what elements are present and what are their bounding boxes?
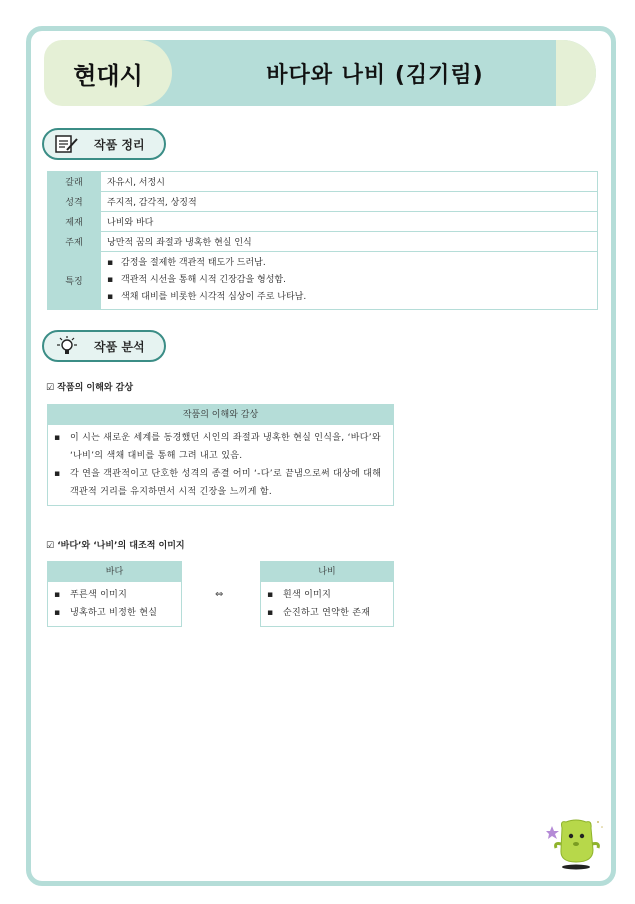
table-row: [48, 252, 598, 310]
list-item: ▪ 순진하고 연약한 존재: [267, 604, 387, 622]
row-key: 제재: [48, 212, 101, 232]
appreciation-box: [47, 404, 394, 506]
section-analysis-heading: [42, 330, 166, 362]
list-item: ▪ 냉혹하고 비정한 현실: [54, 604, 175, 622]
lightbulb-icon: [54, 336, 80, 356]
row-value: 주지적, 감각적, 상징적: [101, 192, 598, 212]
section-summary-heading: [42, 128, 166, 160]
subsection-contrast-title: ☑ ‘바다’와 ‘나비’의 대조적 이미지: [46, 541, 185, 551]
section-analysis-title: 작품 분석: [94, 339, 145, 354]
row-value: 나비와 바다: [101, 212, 598, 232]
sea-box: [47, 561, 182, 627]
category-label: 현대시: [44, 40, 172, 106]
row-key: 갈래: [48, 172, 101, 192]
list-item: ▪ 각 연을 객관적이고 단호한 성격의 종결 어미 ‘-다’로 끝냄으로써 대상에 대해 객관적 거리를 유지하면서 시적 긴장을 느끼게 함.: [54, 465, 387, 501]
table-row: [48, 212, 598, 232]
list-item: ▪ 이 시는 새로운 세계를 동경했던 시인의 좌절과 냉혹한 현실 인식을, ‘바다’와 ‘나비’의 색채 대비를 통해 그려 내고 있음.: [54, 429, 387, 465]
row-value: [101, 252, 598, 310]
list-item: ▪ 감정을 절제한 객관적 태도가 드러남.: [107, 255, 591, 272]
butterfly-box: [260, 561, 394, 627]
row-key: 성격: [48, 192, 101, 212]
row-value: 낭만적 꿈의 좌절과 냉혹한 현실 인식: [101, 232, 598, 252]
page-header: [44, 40, 596, 106]
box-header: 나비: [261, 562, 393, 582]
table-row: [48, 232, 598, 252]
list-item: ▪ 푸른색 이미지: [54, 586, 175, 604]
list-item: ▪ 객관적 시선을 통해 시적 긴장감을 형성함.: [107, 272, 591, 289]
row-key: 특징: [48, 252, 101, 310]
table-row: [48, 172, 598, 192]
mascot-icon: [546, 818, 606, 870]
contrast-arrow: ⇔: [215, 589, 224, 600]
row-key: 주제: [48, 232, 101, 252]
section-summary-title: 작품 정리: [94, 137, 145, 152]
box-header: 작품의 이해와 감상: [48, 405, 393, 425]
box-header: 바다: [48, 562, 181, 582]
list-item: ▪ 색채 대비를 비롯한 시각적 심상이 주로 나타남.: [107, 289, 591, 306]
list-item: ▪ 흰색 이미지: [267, 586, 387, 604]
notepad-pen-icon: [54, 134, 80, 154]
table-row: [48, 192, 598, 212]
subsection-appreciation-title: ☑ 작품의 이해와 감상: [46, 383, 134, 393]
summary-table: [47, 171, 598, 310]
page-title: 바다와 나비 (김기림): [266, 62, 484, 88]
row-value: 자유시, 서정시: [101, 172, 598, 192]
